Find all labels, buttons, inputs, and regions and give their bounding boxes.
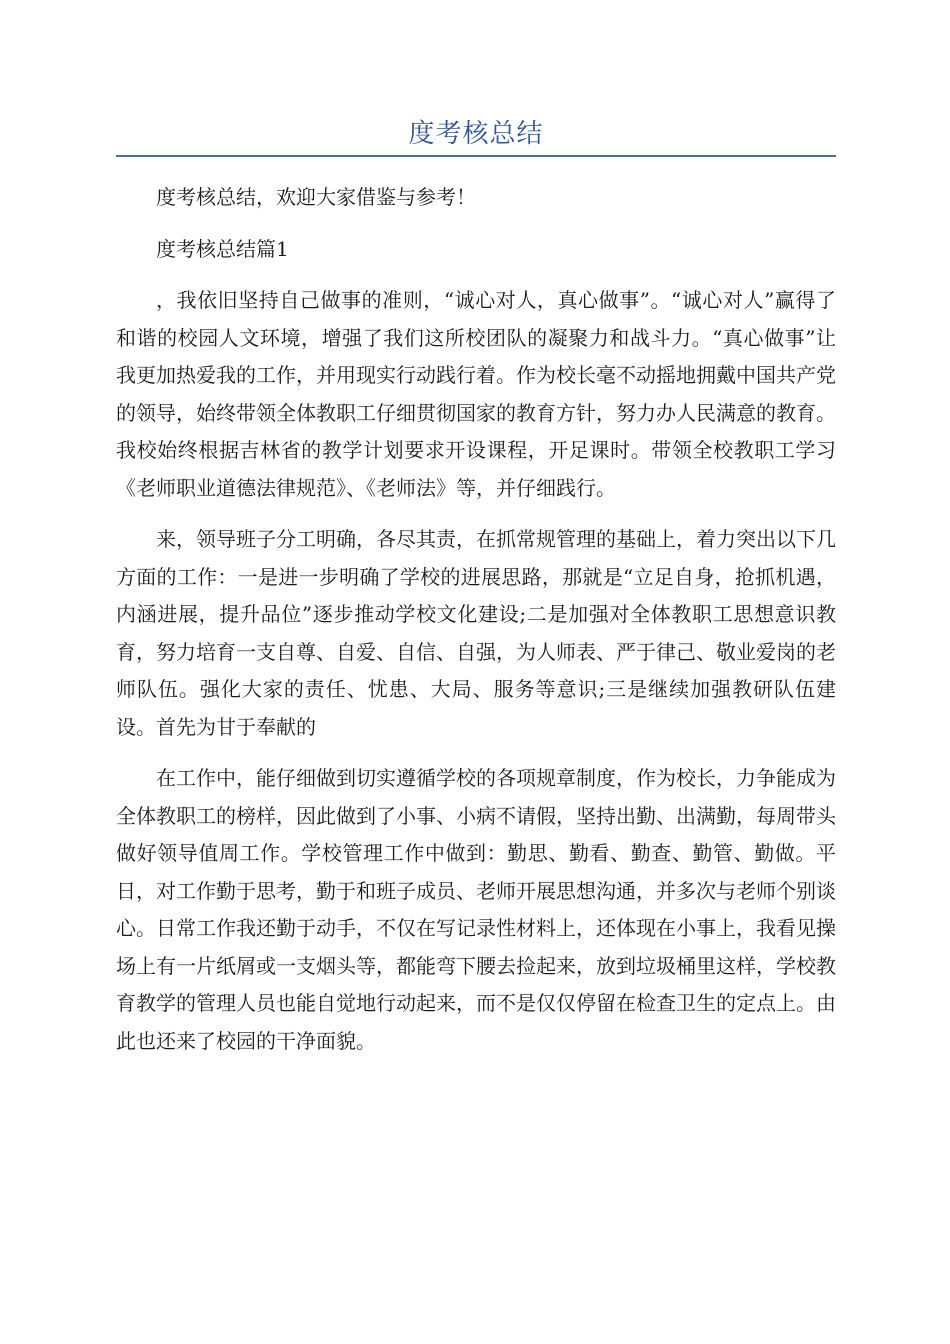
body-paragraph: 来，领导班子分工明确，各尽其责，在抓常规管理的基础上，着力突出以下几方面的工作：一是进一步明确了学校的进展思路，那就是“立足自身，抢抓机遇，内涵进展，提升品位”逐步推动学校文化建设;二是加强对全体教职工思想意识教育，努力培育一支自尊、自爱、自信、自强，为人师表、严于律己、敬业爱岗的老师队伍。强化大家的责任、忧患、大局、服务等意识;三是继续加强教研队伍建设。首先为甘于奉献的 [116,527,836,739]
intro-paragraph: 度考核总结，欢迎大家借鉴与参考！ [156,185,476,209]
document-title: 度考核总结 [408,119,544,149]
section-heading: 度考核总结篇1 [156,236,289,261]
body-paragraph: ，我依旧坚持自己做事的准则，“诚心对人，真心做事”。“诚心对人”赢得了和谐的校园人文环境，增强了我们这所校团队的凝聚力和战斗力。“真心做事”让我更加热爱我的工作，并用现实行动践行着。作为校长毫不动摇地拥戴中国共产党的领导，始终带领全体教职工仔细贯彻国家的教育方针，努力办人民满意的教育。我校始终根据吉林省的教学计划要求开设课程，开足课时。带领全校教职工学习《老师职业道德法律规范》、《老师法》等，并仔细践行。 [116,288,836,500]
body-paragraph: 在工作中，能仔细做到切实遵循学校的各项规章制度，作为校长，力争能成为全体教职工的榜样，因此做到了小事、小病不请假，坚持出勤、出满勤，每周带头做好领导值周工作。学校管理工作中做到：勤思、勤看、勤查、勤管、勤做。平日，对工作勤于思考，勤于和班子成员、老师开展思想沟通，并多次与老师个别谈心。日常工作我还勤于动手，不仅在写记录性材料上，还体现在小事上，我看见操场上有一片纸屑或一支烟头等，都能弯下腰去捡起来，放到垃圾桶里这样，学校教育教学的管理人员也能自觉地行动起来，而不是仅仅停留在检查卫生的定点上。由此也还来了校园的干净面貌。 [116,766,836,1053]
document-page [116,0,836,1060]
